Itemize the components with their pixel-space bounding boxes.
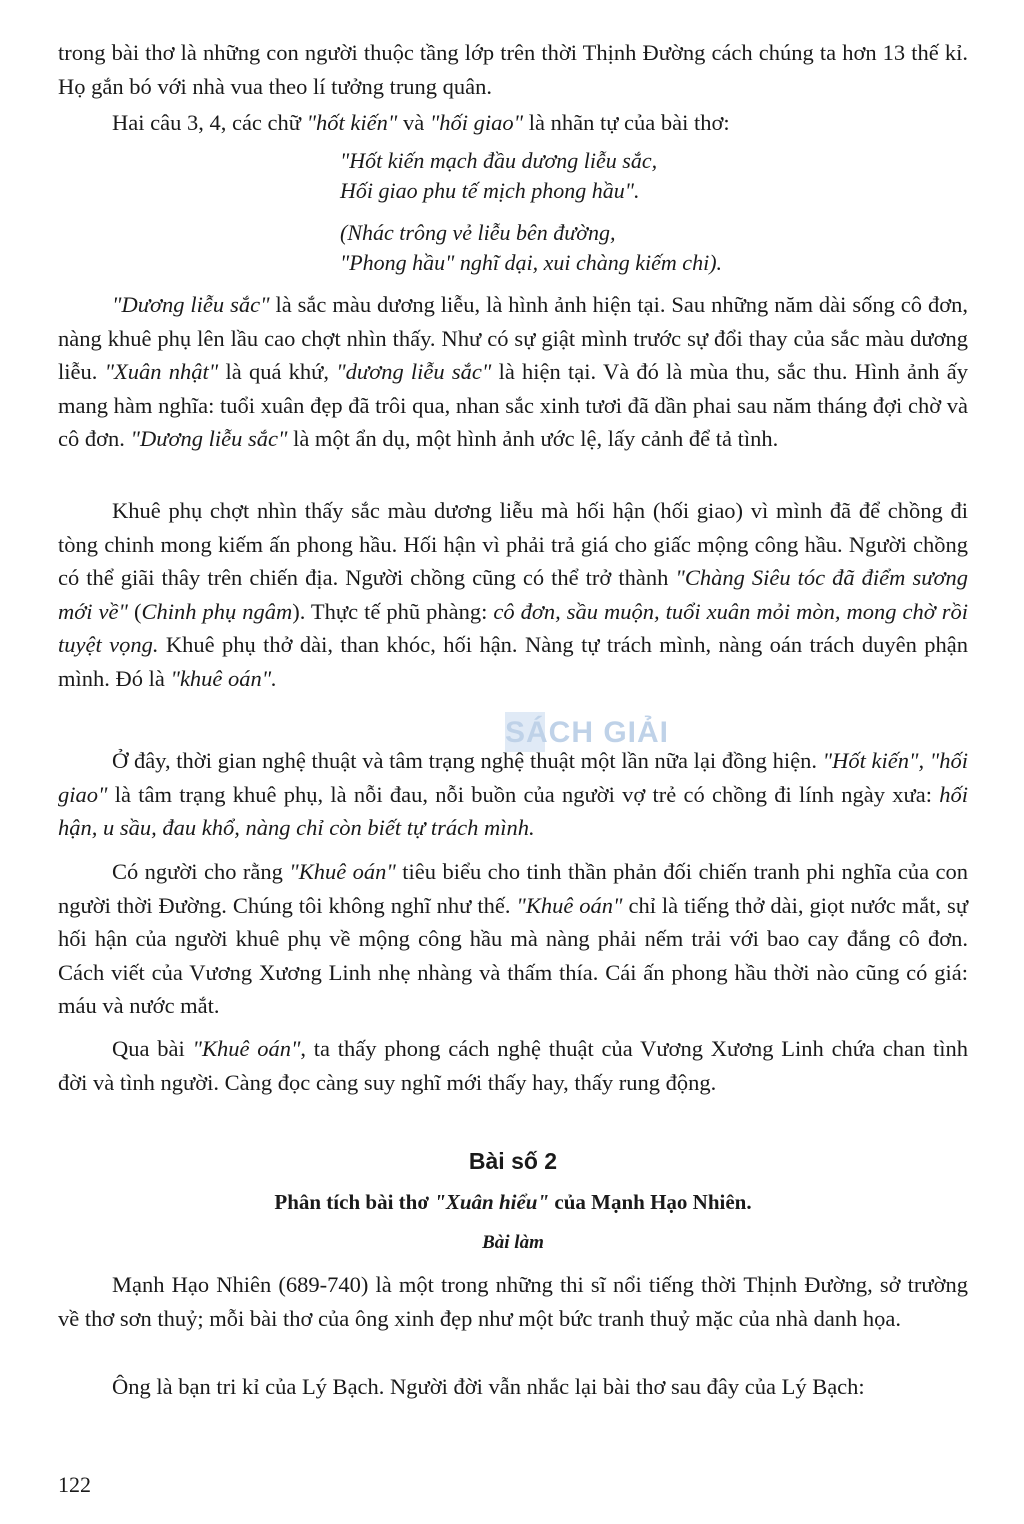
page-number: 122	[58, 1472, 91, 1497]
paragraph-nhan-tu	[58, 106, 968, 140]
italic-quote: "Xuân nhật"	[104, 359, 219, 385]
text-span: (	[127, 598, 142, 624]
italic-quote: "Hốt kiến", "hối giao"	[58, 748, 969, 807]
italic-quote: "Dương liễu sắc"	[112, 292, 270, 317]
text-span: là nhãn tự của bài thơ:	[523, 110, 730, 135]
text-span: và	[397, 110, 430, 135]
italic-quote: "hốt kiến"	[306, 110, 398, 135]
verse-line: (Nhác trông vẻ liễu bên đường,	[340, 220, 616, 245]
italic-quote: "Xuân hiểu"	[434, 1190, 550, 1214]
paragraph-y-kien	[58, 855, 968, 1023]
paragraph-text: trong bài thơ là những con người thuộc tầng lớp trên thời Thịnh Đường cách chúng ta hơn 13 thế kỉ. Họ gắn bó với nhà vua theo lí tưởng trung quân.	[58, 40, 968, 99]
text-span: của Mạnh Hạo Nhiên.	[549, 1190, 752, 1214]
italic-quote: "khuê oán".	[170, 665, 277, 691]
paragraph-manh-hao-nhien	[58, 1268, 968, 1335]
text-span: ). Thực tế phũ phàng:	[292, 598, 494, 624]
italic-quote: "hối giao"	[429, 110, 524, 135]
paragraph-hoi-han	[58, 494, 968, 696]
text-span: Khuê phụ thở dài, than khóc, hối hận. Nàng tự trách mình, nàng oán trách duyên phận mình. Đó là	[58, 632, 968, 691]
verse-line: "Hốt kiến mạch đầu dương liễu sắc,	[340, 148, 658, 173]
section-label: Bài làm	[482, 1232, 544, 1253]
italic-title: Chinh phụ ngâm	[141, 598, 293, 624]
italic-quote: "Khuê oán"	[289, 859, 396, 884]
italic-quote: "Khuê oán"	[192, 1036, 301, 1061]
paragraph-ket-luan	[58, 1032, 968, 1099]
italic-quote: "dương liễu sắc"	[336, 359, 492, 385]
text-span: là quá khứ,	[218, 359, 337, 385]
text-span: Ông là bạn tri kỉ của Lý Bạch. Người đời vẫn nhắc lại bài thơ sau đây của Lý Bạch:	[112, 1374, 865, 1399]
text-span: là sắc màu dương liễu, là hình ảnh hiện tại. Sau những năm dài sống cô đơn, nàng khuê phụ lên lầu cao chợt nhìn thấy. Như có sự giật mình trước sự đổi thay của sắc màu dương liễu.	[58, 292, 968, 385]
section-subtitle	[58, 1190, 968, 1215]
paragraph-dong-hien	[58, 744, 968, 845]
section-title: Bài số 2	[468, 1148, 558, 1174]
italic-quote: "Khuê oán"	[516, 892, 623, 918]
paragraph-intro	[58, 36, 968, 103]
verse-line: Hối giao phu tế mịch phong hầu".	[340, 178, 640, 203]
text-span: , ta thấy phong cách nghệ thuật của Vương Xương Linh chứa chan tình đời và tình người. Càng đọc càng suy nghĩ mới thấy hay, thấy rung động.	[58, 1036, 968, 1095]
text-span: tiêu biểu cho tinh thần phản đối chiến tranh phi nghĩa của con người thời Đường. Chúng tôi không nghĩ như thế.	[58, 859, 968, 918]
italic-phrase: hối hận, u sầu, đau khổ, nàng chỉ còn biết tự trách mình.	[58, 781, 968, 841]
text-span: Khuê phụ chợt nhìn thấy sắc màu dương liễu mà hối hận (hối giao) vì mình đã để chồng đi tòng chinh mong kiếm ấn phong hầu. Hối hận vì phải trả giá cho giấc mộng công hầu. Người chồng có thể giãi thây trên chiến địa. Người chồng cũng có thể trở thành	[58, 498, 968, 591]
paragraph-ly-bach	[58, 1370, 968, 1404]
italic-phrase: cô đơn, sầu muộn, tuổi xuân mỏi mòn, mong chờ rồi tuyệt vọng.	[58, 598, 968, 658]
text-span: Có người cho rằng	[112, 859, 290, 884]
text-span: Qua bài	[112, 1036, 193, 1061]
text-span: Mạnh Hạo Nhiên (689-740) là một trong những thi sĩ nổi tiếng thời Thịnh Đường, sở trường về thơ sơn thuỷ; mỗi bài thơ của ông xinh đẹp như một bức tranh thuỷ mặc của nhà danh họa.	[58, 1272, 968, 1331]
verse-line: "Phong hầu" nghĩ dại, xui chàng kiếm chi).	[340, 250, 723, 275]
text-span: là tâm trạng khuê phụ, là nỗi đau, nỗi buồn của người vợ trẻ có chồng đi lính ngày xưa:	[107, 781, 940, 807]
watermark-text: SÁCH GIẢI	[505, 716, 670, 749]
paragraph-duong-lieu-sac	[58, 288, 968, 456]
verse-translation	[340, 218, 900, 278]
text-span: Ở đây, thời gian nghệ thuật và tâm trạng nghệ thuật một lần nữa lại đồng hiện.	[112, 748, 823, 773]
text-span: Hai câu 3, 4, các chữ	[112, 110, 307, 135]
text-span: là hiện tại. Và đó là mùa thu, sắc thu. Hình ảnh ấy mang hàm nghĩa: tuổi xuân đẹp đã trôi qua, nhan sắc xinh tươi đã dần phai sau năm tháng đợi chờ và cô đơn.	[58, 359, 968, 452]
text-span: chỉ là tiếng thở dài, giọt nước mắt, sự hối hận của người khuê phụ về mộng công hầu mà nàng phải nếm trải với bao cay đắng cô đơn. Cách viết của Vương Xương Linh nhẹ nhàng và thấm thía. Cái ấn phong hầu thời nào cũng có giá: máu và nước mắt.	[58, 892, 969, 1019]
verse-original	[340, 146, 900, 206]
italic-quote: "Chàng Siêu tóc đã điểm sương mới về"	[58, 565, 968, 624]
text-span: là một ẩn dụ, một hình ảnh ước lệ, lấy cảnh để tả tình.	[287, 426, 779, 452]
italic-quote: "Dương liễu sắc"	[130, 426, 288, 452]
text-span: Phân tích bài thơ	[274, 1190, 435, 1214]
